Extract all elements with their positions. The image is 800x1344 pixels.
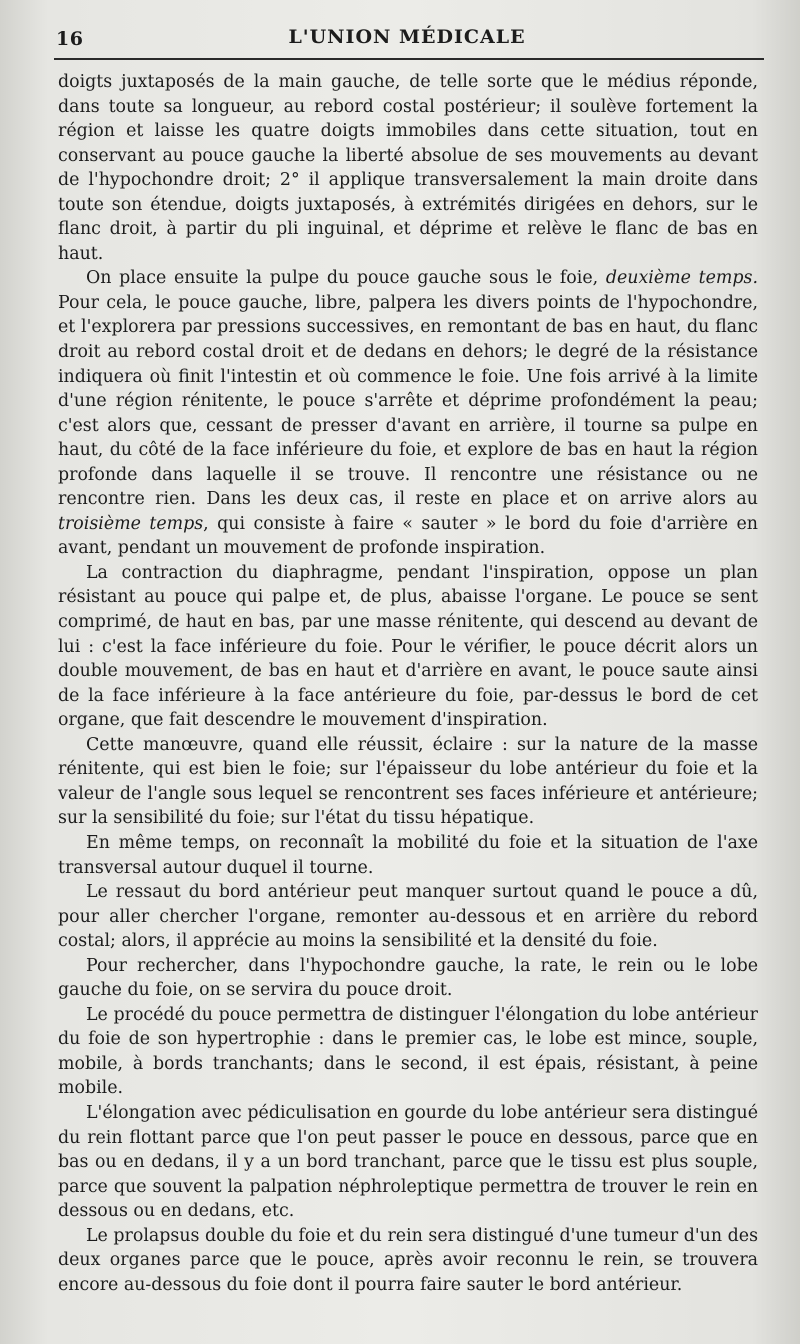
paragraph bbox=[58, 70, 758, 266]
body-text bbox=[58, 70, 758, 1297]
paragraph-text: La contraction du diaphragme, pendant l'inspiration, oppose un plan résistant au pouce qui palpe et, de plus, abaisse l'organe. Le pouce se sent comprimé, de haut en bas, par une masse rénitente, qui descend au devant de lui : c'est la face inférieure du foie. Pour le vérifier, le pouce décrit alors un double mouvement, de bas en haut et d'arrière en avant, le pouce saute ainsi de la face inférieure à la face antérieure du foie, par-dessus le bord de cet organe, que fait descendre le mouvement d'inspiration. bbox=[58, 562, 758, 731]
paragraph bbox=[58, 1003, 758, 1101]
paragraph bbox=[58, 1224, 758, 1298]
paragraph-text: Pour cela, le pouce gauche, libre, palpera les divers points de l'hypochondre, et l'explorera par pressions successives, en remontant de bas en haut, du flanc droit au rebord costal droit et de dedans en dehors; le degré de la résistance indiquera où finit l'intestin et où commence le foie. Une fois arrivé à la limite d'une région rénitente, le pouce s'arrête et déprime profondément la peau; c'est alors que, cessant de presser d'avant en arrière, il tourne sa pulpe en haut, du côté de la face inférieure du foie, et explore de bas en haut la région profonde dans laquelle il se trouve. Il rencontre une résistance ou ne rencontre rien. Dans les deux cas, il reste en place et on arrive alors au bbox=[58, 292, 758, 510]
paragraph bbox=[58, 831, 758, 880]
paragraph-text: , qui consiste à faire « sauter » le bord du foie d'arrière en avant, pendant un mouvement de profonde inspiration. bbox=[58, 513, 759, 559]
paragraph-text: Le procédé du pouce permettra de distinguer l'élongation du lobe antérieur du foie de son hypertrophie : dans le premier cas, le lobe est mince, souple, mobile, à bords tranchants; dans le second, il est épais, résistant, à peine mobile. bbox=[58, 1004, 758, 1099]
paragraph-text: En même temps, on reconnaît la mobilité du foie et la situation de l'axe transversal autour duquel il tourne. bbox=[58, 832, 758, 878]
header-rule bbox=[54, 58, 764, 60]
emphasis-deuxieme-temps: deuxième temps. bbox=[605, 268, 758, 289]
paragraph-text: L'élongation avec pédiculisation en gourde du lobe antérieur sera distingué du rein flottant parce que l'on peut passer le pouce en dessous, parce que en bas ou en dedans, il y a un bord tranchant, parce que le tissu est plus souple, parce que souvent la palpation néphroleptique permettra de trouver le rein en dessous ou en dedans, etc. bbox=[58, 1102, 758, 1222]
paragraph-text: Pour rechercher, dans l'hypochondre gauche, la rate, le rein ou le lobe gauche du foie, on se servira du pouce droit. bbox=[58, 955, 758, 1001]
paragraph-text: Le ressaut du bord antérieur peut manquer surtout quand le pouce a dû, pour aller chercher l'organe, remonter au-dessous et en arrière du rebord costal; alors, il apprécie au moins la sensibilité et la densité du foie. bbox=[58, 882, 758, 952]
paragraph bbox=[58, 733, 758, 831]
journal-title: L'UNION MÉDICALE bbox=[288, 26, 526, 48]
paragraph bbox=[58, 1101, 758, 1224]
paragraph-text: doigts juxtaposés de la main gauche, de telle sorte que le médius réponde, dans toute sa longueur, au rebord costal postérieur; il soulève fortement la région et laisse les quatre doigts immobiles dans cette situation, tout en conservant au pouce gauche la liberté absolue de ses mouvements au devant de l'hypochondre droit; 2° il applique transversalement la main droite dans toute son étendue, doigts juxtaposés, à extrémités dirigées en dehors, sur le flanc droit, à partir du pli inguinal, et déprime et relève le flanc de bas en haut. bbox=[58, 72, 758, 264]
paragraph bbox=[58, 880, 758, 954]
paragraph bbox=[58, 561, 758, 733]
emphasis-troisieme-temps: troisième temps bbox=[58, 513, 204, 534]
paragraph bbox=[58, 266, 758, 561]
paragraph bbox=[58, 954, 758, 1003]
page-number: 16 bbox=[56, 28, 84, 50]
paragraph-text: Cette manœuvre, quand elle réussit, éclaire : sur la nature de la masse rénitente, qui est bien le foie; sur l'épaisseur du lobe antérieur du foie et la valeur de l'angle sous lequel se rencontrent ses faces inférieure et antérieure; sur la sensibilité du foie; sur l'état du tissu hépatique. bbox=[58, 734, 758, 829]
running-head bbox=[54, 22, 760, 52]
paragraph-text: On place ensuite la pulpe du pouce gauche sous le foie, bbox=[86, 268, 606, 289]
paragraph-text: Le prolapsus double du foie et du rein sera distingué d'une tumeur d'un des deux organes parce que le pouce, après avoir reconnu le rein, se trouvera encore au-dessous du foie dont il pourra faire sauter le bord antérieur. bbox=[58, 1225, 758, 1295]
